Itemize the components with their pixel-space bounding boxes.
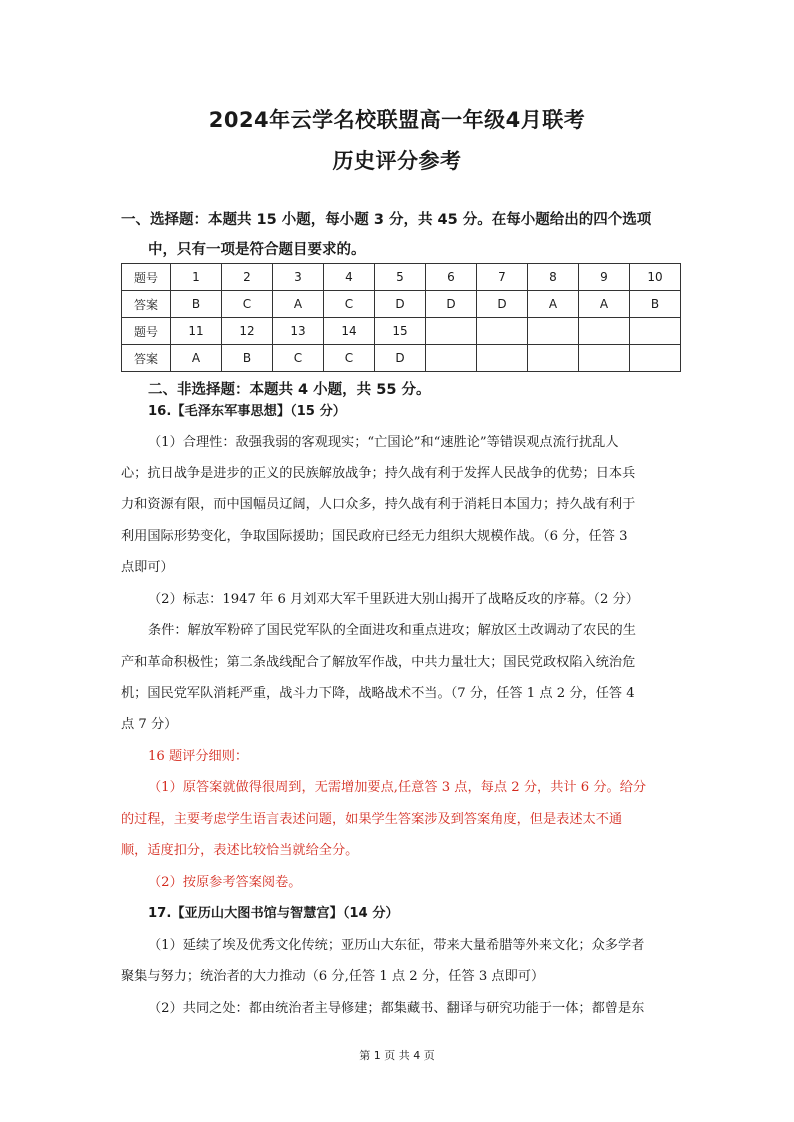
answer-table-cell: 6 [426,264,477,291]
q16-line: 机；国民党军队消耗严重，战斗力下降，战略战术不当。（7 分，任答 1 点 2 分，任答 4 [121,686,635,701]
q16-line: （1）合理性：敌强我弱的客观现实；“亡国论”和“速胜论”等错误观点流行扰乱人 [148,435,619,450]
answer-table-row-header: 题号 [122,264,171,291]
section-1-heading-line-1: 一、选择题：本题共 15 小题，每小题 3 分，共 45 分。在每小题给出的四个选项 [121,212,652,228]
document-title: 2024年云学名校联盟高一年级4月联考 [208,108,586,132]
answer-table-cell: 1 [171,264,222,291]
answer-table-cell: C [324,345,375,372]
answer-table-cell: 12 [222,318,273,345]
answer-table-cell: C [273,345,324,372]
q16-rubric-heading: 16 题评分细则： [148,749,249,764]
answer-table-row [122,291,681,318]
document-subtitle: 历史评分参考 [332,149,462,173]
answer-table-cell: 13 [273,318,324,345]
answer-table-cell: 2 [222,264,273,291]
q16-line: 条件：解放军粉碎了国民党军队的全面进攻和重点进攻；解放区土改调动了农民的生 [148,623,636,638]
answer-table-cell: 7 [477,264,528,291]
answer-table [121,263,681,372]
answer-table-cell: C [324,291,375,318]
answer-table-cell: 11 [171,318,222,345]
answer-table-cell [579,318,630,345]
q17-line: 聚集与努力；统治者的大力推动（6 分,任答 1 点 2 分，任答 3 点即可） [121,969,545,984]
answer-table-cell [477,345,528,372]
answer-table-cell [528,318,579,345]
answer-table-cell [528,345,579,372]
answer-table-cell: 8 [528,264,579,291]
q16-line: 点 7 分） [121,717,178,732]
answer-table-row-header: 题号 [122,318,171,345]
answer-table-cell: D [426,291,477,318]
q17-heading: 17.【亚历山大图书馆与智慧宫】（14 分） [148,906,399,921]
q16-line: 产和革命积极性；第二条战线配合了解放军作战，中共力量壮大；国民党政权陷入统治危 [121,655,636,670]
answer-table-cell: 15 [375,318,426,345]
answer-table-cell [426,345,477,372]
q16-line: 点即可） [121,560,174,575]
answer-table-cell [630,318,681,345]
answer-table-cell: 5 [375,264,426,291]
answer-table-row-header: 答案 [122,345,171,372]
q16-line: 心；抗日战争是进步的正义的民族解放战争；持久战有利于发挥人民战争的优势；日本兵 [121,466,636,481]
answer-table-cell: A [273,291,324,318]
answer-table-cell [477,318,528,345]
q16-line: （2）标志：1947 年 6 月刘邓大军千里跃进大别山揭开了战略反攻的序幕。（2 分） [148,592,639,607]
q16-rubric-line: 顺，适度扣分，表述比较恰当就给全分。 [121,843,359,858]
answer-table-cell: D [375,291,426,318]
section-2-heading: 二、非选择题：本题共 4 小题，共 55 分。 [148,382,431,398]
answer-table-cell [426,318,477,345]
answer-table-cell: B [171,291,222,318]
answer-table-row [122,318,681,345]
answer-table-row-header: 答案 [122,291,171,318]
answer-table-row [122,345,681,372]
page-footer: 第 1 页 共 4 页 [359,1049,435,1062]
q16-heading: 16.【毛泽东军事思想】（15 分） [148,404,346,419]
q16-rubric-line: 的过程，主要考虑学生语言表述问题，如果学生答案涉及到答案角度，但是表述太不通 [121,812,623,827]
section-1-heading-line-2: 中，只有一项是符合题目要求的。 [148,242,366,258]
answer-table-cell: D [375,345,426,372]
answer-table-cell: 4 [324,264,375,291]
q16-rubric-line: （1）原答案就做得很周到，无需增加要点,任意答 3 点，每点 2 分，共计 6 分。给分 [148,780,647,795]
answer-table-cell [630,345,681,372]
answer-table-cell: 9 [579,264,630,291]
q16-line: 力和资源有限，而中国幅员辽阔，人口众多，持久战有利于消耗日本国力；持久战有利于 [121,497,636,512]
answer-table-cell: 10 [630,264,681,291]
answer-table-cell: B [630,291,681,318]
q17-line: （2）共同之处：都由统治者主导修建；都集藏书、翻译与研究功能于一体；都曾是东 [148,1001,645,1016]
answer-table-cell [579,345,630,372]
q16-rubric-line: （2）按原参考答案阅卷。 [148,875,302,890]
answer-table-cell: 3 [273,264,324,291]
q16-line: 利用国际形势变化，争取国际援助；国民政府已经无力组织大规模作战。（6 分，任答 3 [121,529,628,544]
answer-table-cell: C [222,291,273,318]
answer-table-cell: B [222,345,273,372]
q17-line: （1）延续了埃及优秀文化传统；亚历山大东征，带来大量希腊等外来文化；众多学者 [148,938,645,953]
answer-table-cell: A [579,291,630,318]
answer-table-cell: A [528,291,579,318]
answer-table-row [122,264,681,291]
answer-table-cell: A [171,345,222,372]
answer-table-cell: D [477,291,528,318]
answer-table-cell: 14 [324,318,375,345]
